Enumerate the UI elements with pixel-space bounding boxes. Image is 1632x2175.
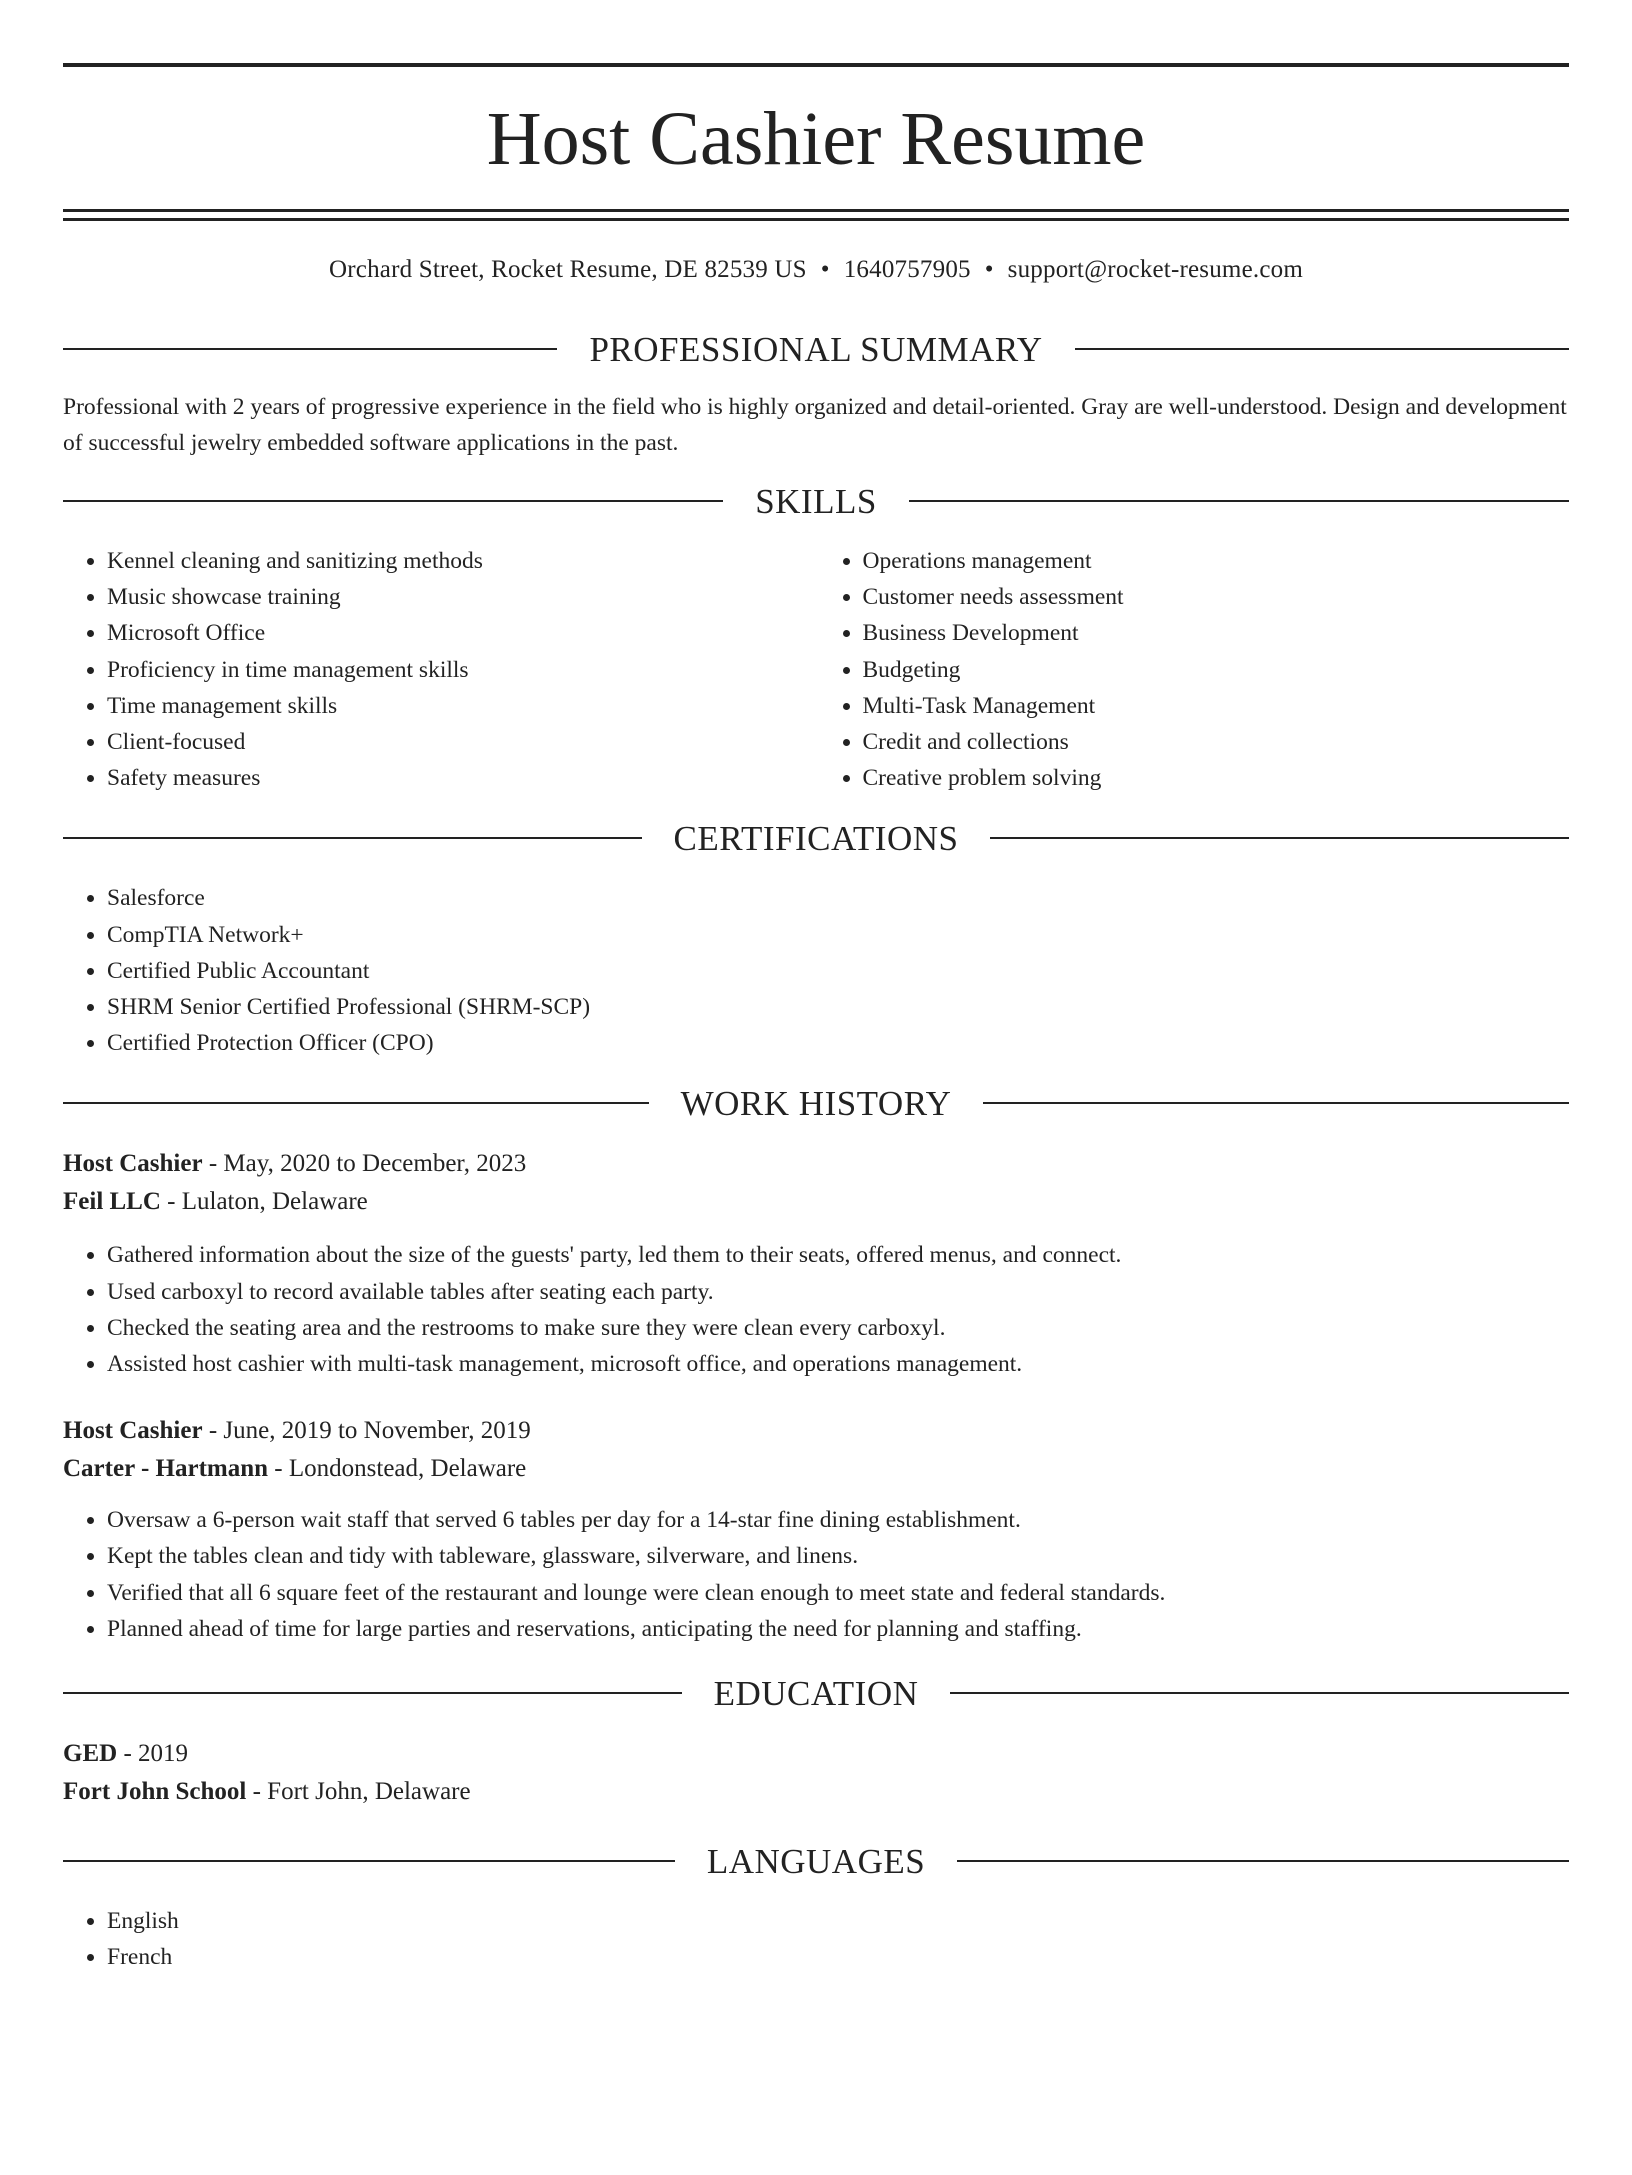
list-item: • Customer needs assessment	[863, 579, 1570, 615]
heading-rule-right	[957, 1860, 1569, 1862]
list-item: • Oversaw a 6-person wait staff that served 6 tables per day for a 14-star fine dining establishment.	[107, 1502, 1569, 1538]
list-item: • Checked the seating area and the restrooms to make sure they were clean every carboxyl.	[107, 1310, 1569, 1346]
list-item: • CompTIA Network+	[107, 917, 1569, 953]
education-school-line	[63, 1773, 1569, 1811]
job-location: - Londonstead, Delaware	[268, 1455, 527, 1483]
job-title-line	[63, 1145, 1569, 1183]
contact-separator: •	[820, 256, 830, 283]
list-item: • Creative problem solving	[863, 760, 1570, 796]
job-duties-list	[63, 1237, 1569, 1382]
job-company: Feil LLC	[63, 1188, 161, 1216]
heading-rule-left	[63, 837, 642, 839]
job-dates: - May, 2020 to December, 2023	[202, 1150, 527, 1178]
section-heading-summary	[63, 329, 1569, 369]
heading-rule-left	[63, 500, 723, 502]
section-heading-skills	[63, 481, 1569, 521]
section-heading-certifications	[63, 818, 1569, 858]
heading-rule-left	[63, 1692, 682, 1694]
languages-list	[63, 1903, 1569, 1975]
job-company-line	[63, 1183, 1569, 1221]
list-item: • Business Development	[863, 615, 1570, 651]
list-item: • Time management skills	[107, 688, 814, 724]
heading-rule-right	[950, 1692, 1569, 1694]
heading-rule-left	[63, 1102, 649, 1104]
list-item: • Planned ahead of time for large parties and reservations, anticipating the need for planning and staffing.	[107, 1611, 1569, 1647]
list-item: • SHRM Senior Certified Professional (SHRM-SCP)	[107, 989, 1569, 1025]
job-company-line	[63, 1450, 1569, 1488]
list-item: • Kennel cleaning and sanitizing methods	[107, 543, 814, 579]
list-item: • French	[107, 1939, 1569, 1975]
section-title: WORK HISTORY	[680, 1083, 952, 1123]
heading-rule-right	[909, 500, 1569, 502]
education-location: - Fort John, Delaware	[246, 1778, 471, 1806]
section-heading-education	[63, 1673, 1569, 1713]
list-item: • Certified Protection Officer (CPO)	[107, 1025, 1569, 1061]
contact-separator: •	[984, 256, 994, 283]
section-title: PROFESSIONAL SUMMARY	[589, 329, 1043, 369]
list-item: • Credit and collections	[863, 724, 1570, 760]
job-company: Carter - Hartmann	[63, 1455, 269, 1483]
heading-rule-left	[63, 1860, 675, 1862]
education-school: Fort John School	[63, 1778, 247, 1806]
heading-rule-right	[990, 837, 1569, 839]
section-title: EDUCATION	[713, 1673, 919, 1713]
job-entry	[63, 1145, 1569, 1382]
summary-text: Professional with 2 years of progressive experience in the field who is highly organized and detail-oriented. Gray are well-understood. Design and development of successful jewelry embedded software applications in the past.	[63, 394, 1567, 456]
resume-page	[0, 63, 1632, 2175]
contact-email: support@rocket-resume.com	[1007, 256, 1303, 283]
education-degree: GED	[63, 1740, 118, 1768]
section-title: SKILLS	[755, 481, 877, 521]
list-item: • Kept the tables clean and tidy with tableware, glassware, silverware, and linens.	[107, 1538, 1569, 1574]
list-item: • Used carboxyl to record available tables after seating each party.	[107, 1274, 1569, 1310]
contact-address: Orchard Street, Rocket Resume, DE 82539 US	[329, 256, 807, 283]
education-year: - 2019	[117, 1740, 189, 1768]
education-entry	[63, 1735, 1569, 1811]
list-item: • English	[107, 1903, 1569, 1939]
education-degree-line	[63, 1735, 1569, 1773]
heading-rule-right	[1075, 348, 1569, 350]
job-title: Host Cashier	[63, 1417, 203, 1445]
skills-list-left	[63, 543, 814, 796]
job-title-line	[63, 1412, 1569, 1450]
list-item: • Gathered information about the size of the guests' party, led them to their seats, offered menus, and connect.	[107, 1237, 1569, 1273]
list-item: • Microsoft Office	[107, 615, 814, 651]
section-title: CERTIFICATIONS	[673, 818, 959, 858]
heading-rule-left	[63, 348, 557, 350]
job-entry	[63, 1412, 1569, 1647]
heading-rule-right	[983, 1102, 1569, 1104]
list-item: • Proficiency in time management skills	[107, 652, 814, 688]
contact-line	[63, 255, 1569, 285]
section-heading-work-history	[63, 1083, 1569, 1123]
skills-columns	[63, 543, 1569, 796]
list-item: • Safety measures	[107, 760, 814, 796]
list-item: • Verified that all 6 square feet of the restaurant and lounge were clean enough to meet state and federal standards.	[107, 1575, 1569, 1611]
job-duties-list	[63, 1502, 1569, 1647]
list-item: • Operations management	[863, 543, 1570, 579]
certifications-list	[63, 880, 1569, 1061]
contact-phone: 1640757905	[843, 256, 971, 283]
title-double-rule	[63, 209, 1569, 221]
list-item: • Certified Public Accountant	[107, 953, 1569, 989]
job-title: Host Cashier	[63, 1150, 203, 1178]
list-item: • Client-focused	[107, 724, 814, 760]
list-item: • Music showcase training	[107, 579, 814, 615]
list-item: • Budgeting	[863, 652, 1570, 688]
job-dates: - June, 2019 to November, 2019	[202, 1417, 531, 1445]
list-item: • Salesforce	[107, 880, 1569, 916]
job-location: - Lulaton, Delaware	[160, 1188, 368, 1216]
section-title: LANGUAGES	[706, 1841, 926, 1881]
section-heading-languages	[63, 1841, 1569, 1881]
list-item: • Assisted host cashier with multi-task management, microsoft office, and operations management.	[107, 1346, 1569, 1382]
page-title: Host Cashier Resume	[486, 97, 1146, 181]
list-item: • Multi-Task Management	[863, 688, 1570, 724]
top-rule	[63, 63, 1569, 67]
skills-list-right	[814, 543, 1570, 796]
